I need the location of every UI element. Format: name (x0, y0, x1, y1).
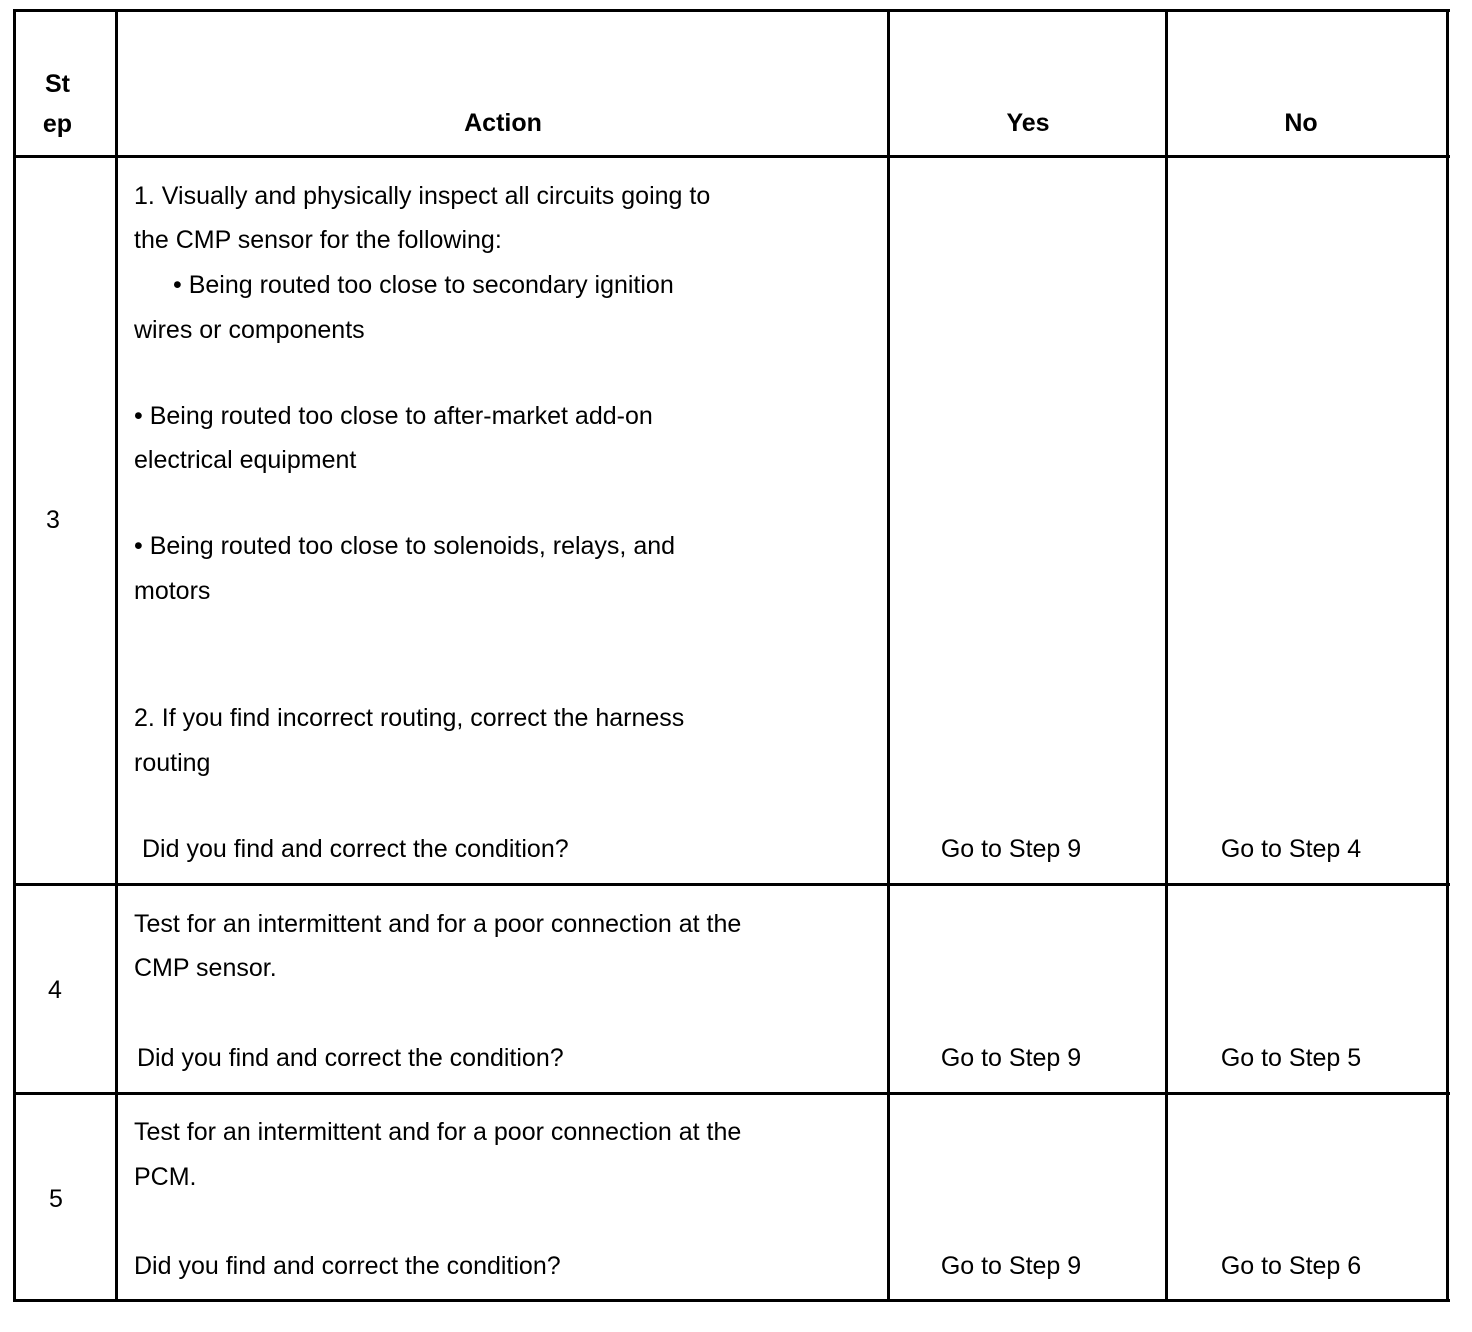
no-result: Go to Step 5 (1220, 1044, 1362, 1072)
header-no: No (1284, 109, 1318, 137)
action-line: CMP sensor. (134, 954, 277, 982)
column-divider (115, 9, 118, 1302)
action-line: 1. Visually and physically inspect all circuits going to (134, 182, 711, 210)
action-line: • Being routed too close to secondary ignition (173, 271, 674, 299)
table-border-right (1446, 9, 1449, 1302)
column-divider (887, 9, 890, 1302)
yes-result: Go to Step 9 (940, 1252, 1082, 1280)
action-line: motors (134, 577, 211, 605)
yes-result: Go to Step 9 (940, 1044, 1082, 1072)
step-number: 3 (46, 506, 60, 534)
header-yes: Yes (1006, 109, 1050, 137)
row-divider (13, 1092, 1450, 1095)
action-line: PCM. (134, 1163, 197, 1191)
action-question: Did you find and correct the condition? (142, 835, 569, 863)
step-number: 4 (48, 976, 62, 1004)
action-question: Did you find and correct the condition? (134, 1252, 561, 1280)
table-border-bottom (13, 1299, 1450, 1302)
action-line: electrical equipment (134, 446, 357, 474)
action-line: Test for an intermittent and for a poor connection at the (134, 1118, 742, 1146)
header-step-line1: St (45, 70, 70, 98)
action-question: Did you find and correct the condition? (137, 1044, 564, 1072)
header-divider (13, 155, 1450, 158)
header-action: Action (464, 109, 542, 137)
header-step-line2: ep (42, 110, 73, 138)
action-line: routing (134, 749, 211, 777)
action-line: 2. If you find incorrect routing, correct the harness (134, 704, 685, 732)
action-line: the CMP sensor for the following: (134, 226, 502, 254)
action-line: Test for an intermittent and for a poor connection at the (134, 910, 742, 938)
action-line: • Being routed too close to after-market add-on (134, 402, 653, 430)
row-divider (13, 883, 1450, 886)
column-divider (1165, 9, 1168, 1302)
action-line: wires or components (134, 316, 365, 344)
step-number: 5 (49, 1185, 63, 1213)
action-line: • Being routed too close to solenoids, relays, and (134, 532, 676, 560)
table-border-left (13, 9, 16, 1302)
no-result: Go to Step 6 (1220, 1252, 1362, 1280)
yes-result: Go to Step 9 (940, 835, 1082, 863)
no-result: Go to Step 4 (1220, 835, 1362, 863)
table-border-top (13, 9, 1450, 12)
